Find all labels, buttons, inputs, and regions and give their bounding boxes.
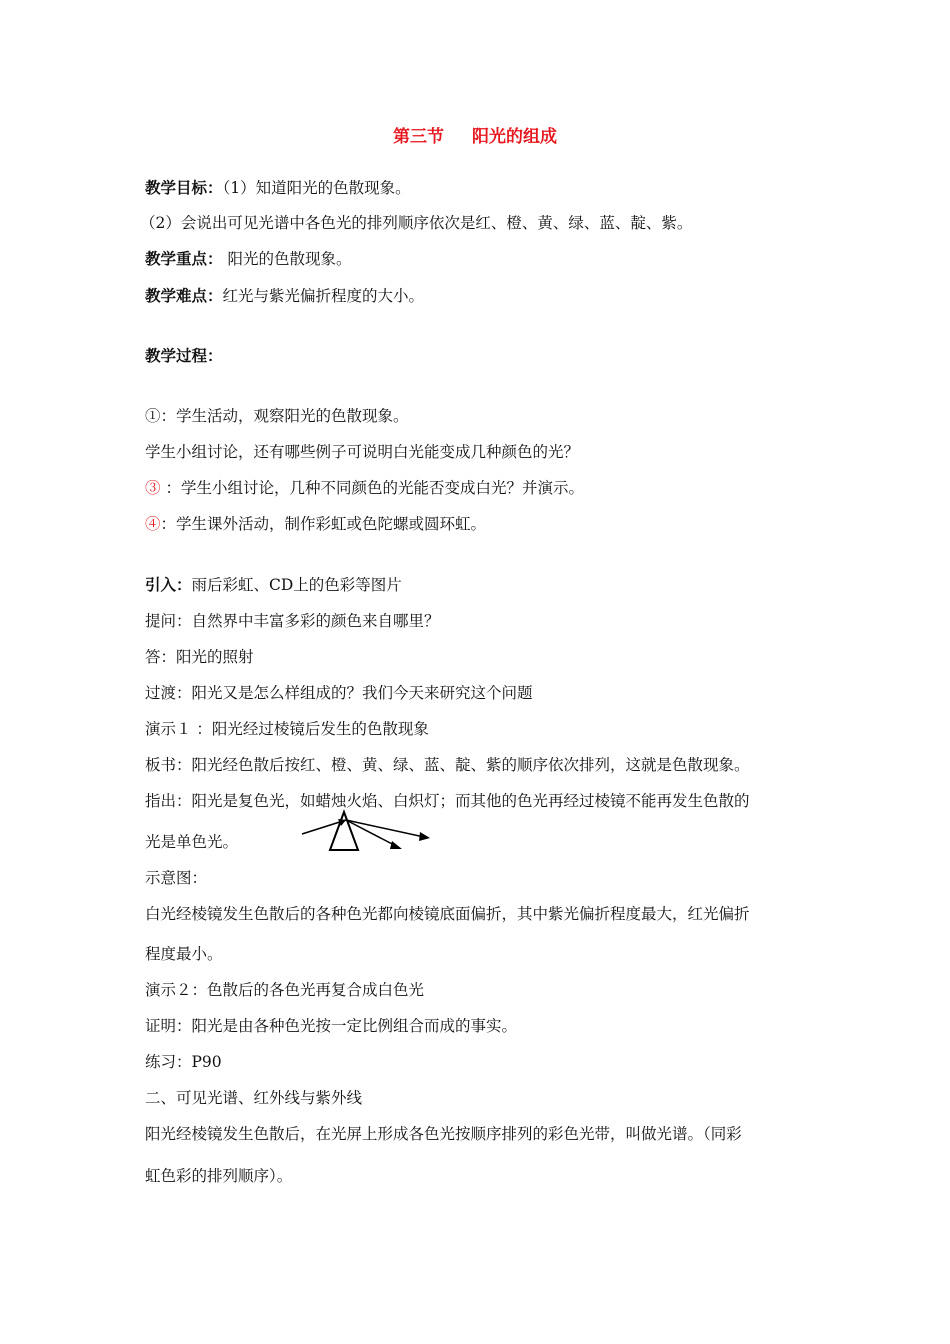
demo1-line: 演示１ ：阳光经过棱镜后发生的色散现象	[145, 720, 429, 738]
intro-line	[145, 575, 402, 595]
key-point-text: 阳光的色散现象。	[222, 250, 352, 268]
section2-heading: 二、可见光谱、红外线与紫外线	[145, 1089, 363, 1107]
activity-4	[145, 514, 486, 534]
point-out-line-2: 光是单色光。	[145, 833, 239, 851]
objectives-item2: （2）会说出可见光谱中各色光的排列顺序依次是红、橙、黄、绿、蓝、靛、紫。	[140, 214, 693, 232]
explain-line-2: 程度最小。	[145, 945, 223, 963]
page-title	[0, 126, 950, 148]
proof-line: 证明：阳光是由各种色光按一定比例组合而成的事实。	[145, 1017, 518, 1035]
difficulty-line	[145, 286, 424, 306]
key-point-label: 教学重点：	[145, 250, 223, 268]
spectrum-line-2: 虹色彩的排列顺序）。	[145, 1167, 293, 1185]
point-out-line-1: 指出：阳光是复色光，如蜡烛火焰、白炽灯；而其他的色光再经过棱镜不能再发生色散的	[145, 792, 750, 810]
red-ray-arrowhead	[419, 832, 430, 841]
difficulty-label: 教学难点：	[145, 287, 223, 305]
objectives-line	[145, 178, 411, 198]
activity-3	[145, 478, 584, 498]
title-section: 第三节	[393, 127, 444, 147]
question-line: 提问：自然界中丰富多彩的颜色来自哪里？	[145, 612, 440, 630]
intro-label: 引入：	[145, 576, 192, 594]
demo2-line: 演示２：色散后的各色光再复合成白色光	[145, 981, 425, 999]
objectives-label: 教学目标：	[145, 179, 223, 197]
intro-text: 雨后彩虹、CD上的色彩等图片	[191, 576, 402, 594]
objectives-item1: （1）知道阳光的色散现象。	[222, 179, 411, 197]
activity-1: ①：学生活动，观察阳光的色散现象。	[145, 407, 409, 425]
title-topic: 阳光的组成	[472, 127, 557, 147]
diagram-label: 示意图：	[145, 869, 208, 887]
prism-triangle	[330, 812, 358, 850]
process-label: 教学过程：	[145, 347, 223, 365]
answer-line: 答：阳光的照射	[145, 648, 254, 666]
activity-2: 学生小组讨论，还有哪些例子可说明白光能变成几种颜色的光？	[145, 443, 580, 461]
violet-ray	[346, 820, 396, 846]
violet-ray-arrowhead	[390, 841, 402, 849]
key-point-line	[145, 249, 351, 269]
prism-dispersion-diagram	[296, 808, 436, 854]
activity-4-text: ：学生课外活动，制作彩虹或色陀螺或圆环虹。	[160, 515, 487, 533]
red-ray	[346, 820, 424, 837]
board-line: 板书：阳光经色散后按红、橙、黄、绿、蓝、靛、紫的顺序依次排列，这就是色散现象。	[145, 756, 750, 774]
transition-line: 过渡：阳光又是怎么样组成的？我们今天来研究这个问题	[145, 684, 533, 702]
difficulty-text: 红光与紫光偏折程度的大小。	[222, 287, 425, 305]
activity-3-number: ③	[145, 479, 161, 497]
activity-4-number: ④	[145, 515, 161, 533]
explain-line-1: 白光经棱镜发生色散后的各种色光都向棱镜底面偏折，其中紫光偏折程度最大，红光偏折	[145, 905, 750, 923]
exercise-line: 练习：P90	[145, 1053, 222, 1071]
spectrum-line-1: 阳光经棱镜发生色散后，在光屏上形成各色光按顺序排列的彩色光带，叫做光谱。（同彩	[145, 1125, 742, 1143]
activity-3-text: ：学生小组讨论，几种不同颜色的光能否变成白光？并演示。	[160, 479, 584, 497]
